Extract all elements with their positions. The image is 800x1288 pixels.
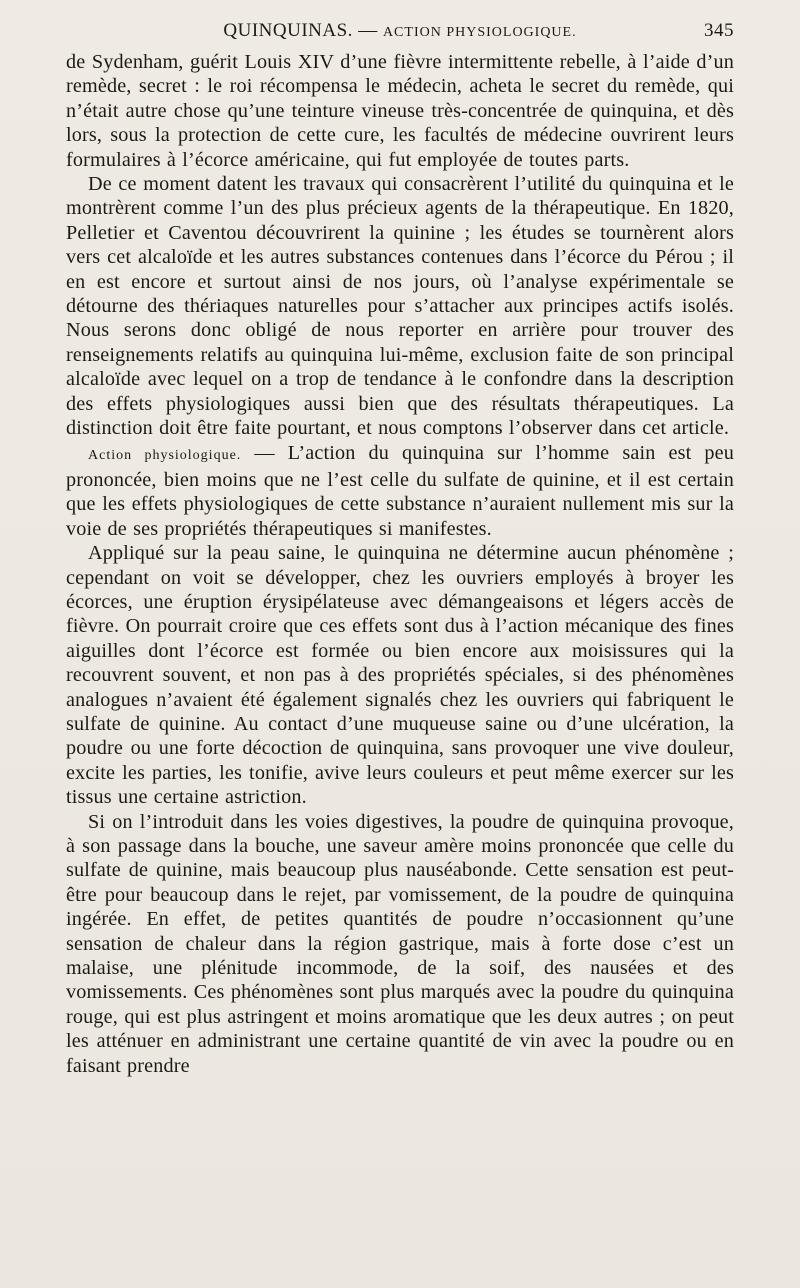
paragraph-action-physiologique: [66, 441, 734, 542]
paragraph: De ce moment datent les travaux qui consacrèrent l’utilité du quinquina et le montrèrent comme l’un des plus précieux agents de la thérapeutique. En 1820, Pelletier et Caventou découvrirent la quinine ; les études se tournèrent alors vers cet alcaloïde et les autres substances contenues dans l’écorce du Pérou ; il en est encore et surtout ainsi de nos jours, où l’analyse expérimentale se détourne des thériaques naturelles pour s’attacher aux principes actifs isolés. Nous serons donc obligé de nous reporter en arrière pour trouver des renseignements relatifs au quinquina lui-même, exclusion faite de son principal alcaloïde avec lequel on a trop de tendance à le confondre dans la description des effets physiologiques aussi bien que des résultats thérapeutiques. La distinction doit être faite pourtant, et nous comptons l’observer dans cet article.: [66, 173, 734, 440]
paragraph-text: — L’action du quinquina sur l’homme sain est peu prononcée, bien moins que ne l’est celle du sulfate de quinine, et il est certain que les effets physiologiques de cette substance n’auraient nullement mis sur la voie de ses propriétés thérapeutiques si manifestes.: [66, 441, 735, 540]
running-header: [66, 16, 734, 50]
section-heading: Action physiologique.: [88, 447, 242, 463]
header-separator: —: [358, 20, 378, 41]
page-number: 345: [704, 20, 734, 41]
header-title-main: QUINQUINAS.: [223, 20, 353, 41]
body-text: [66, 50, 734, 1078]
header-section-title: ACTION PHYSIOLOGIQUE.: [382, 25, 577, 40]
running-title: [223, 16, 576, 48]
paragraph: Si on l’introduit dans les voies digestives, la poudre de quinquina provoque, à son passage dans la bouche, une saveur amère moins prononcée que celle du sulfate de quinine, mais beaucoup plus nauséabonde. Cette sensation est peut-être pour beaucoup dans le rejet, par vomissement, de la poudre de quinquina ingérée. En effet, de petites quantités de poudre n’occasionnent qu’une sensation de chaleur dans la région gastrique, mais à forte dose c’est un malaise, une plénitude incommode, de la soif, des nausées et des vomissements. Ces phénomènes sont plus marqués avec la poudre du quinquina rouge, qui est plus astringent et moins aromatique que les deux autres ; on peut les atténuer en administrant une certaine quantité de vin avec la poudre ou en faisant prendre: [66, 810, 734, 1077]
paragraph: de Sydenham, guérit Louis XIV d’une fièvre intermittente rebelle, à l’aide d’un remède, secret : le roi récompensa le médecin, acheta le secret du remède, qui n’était autre chose qu’une teinture vineuse très-concentrée de quinquina, et dès lors, sous la protection de cette cure, les facultés de médecine ouvrirent leurs formulaires à l’écorce américaine, qui fut employée de toutes parts.: [66, 51, 734, 171]
paragraph: Appliqué sur la peau saine, le quinquina ne détermine aucun phénomène ; cependant on voit se développer, chez les ouvriers employés à broyer les écorces, une éruption érysipélateuse avec démangeaisons et légers accès de fièvre. On pourrait croire que ces effets sont dus à l’action mécanique des fines aiguilles dont l’écorce est formée ou bien encore aux moisissures qui la recouvrent souvent, et non pas à des propriétés spéciales, si des phénomènes analogues n’avaient été également signalés chez les ouvriers qui fabriquent le sulfate de quinine. Au contact d’une muqueuse saine ou d’une ulcération, la poudre ou une forte décoction de quinquina, sans provoquer une vive douleur, excite les parties, les tonifie, avive leurs couleurs et peut même exercer sur les tissus une certaine astriction.: [66, 542, 734, 809]
